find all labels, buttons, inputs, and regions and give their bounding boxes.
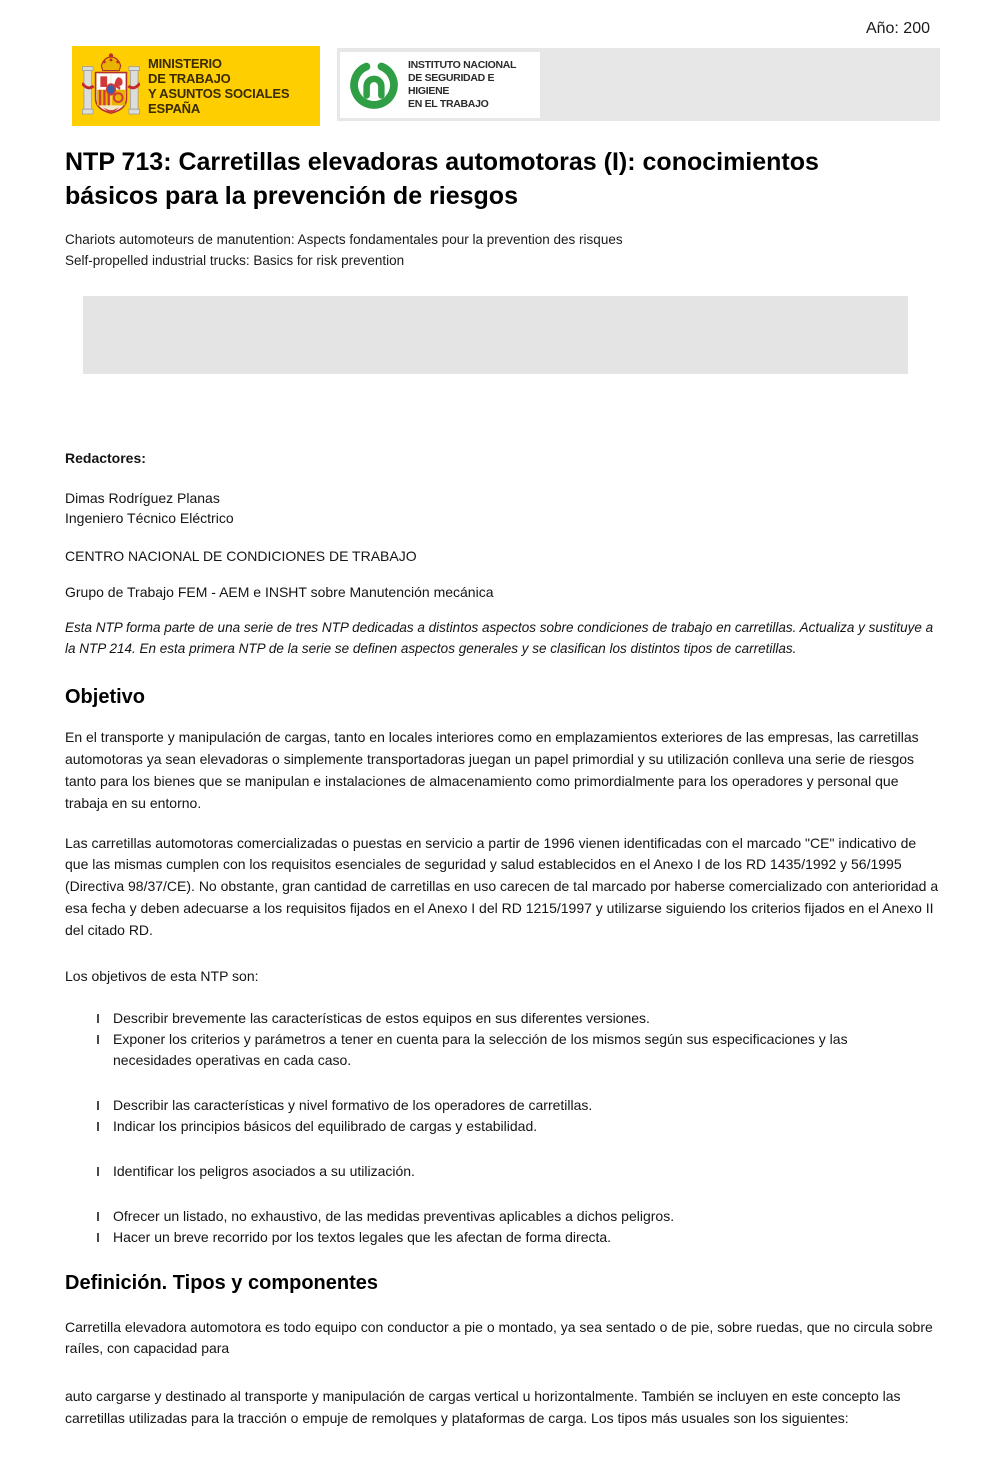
list-item — [97, 1206, 927, 1227]
list-item-text: Describir las características y nivel formativo de los operadores de carretillas. — [113, 1096, 593, 1113]
author-block — [65, 488, 940, 529]
insht-name-line2: DE SEGURIDAD E HIGIENE — [408, 71, 495, 97]
bullet-group-4 — [97, 1206, 927, 1248]
bullet-group-3 — [97, 1161, 927, 1182]
ministry-name-line3: Y ASUNTOS SOCIALES — [148, 86, 290, 101]
insht-logo-box — [340, 52, 540, 118]
ministry-name-line4: ESPAÑA — [148, 101, 201, 117]
list-item-text: Hacer un breve recorrido por los textos legales que les afectan de forma directa. — [113, 1228, 612, 1245]
page-title: NTP 713: Carretillas elevadoras automotoras (I): conocimientos básicos para la prevención de riesgos — [65, 148, 819, 210]
header-logo-band — [65, 46, 940, 128]
insht-logo-icon — [348, 59, 400, 111]
insht-name-line3: EN EL TRABAJO — [408, 98, 489, 111]
bullet-icon — [97, 1035, 99, 1044]
ministry-name-line1: MINISTERIO — [148, 55, 222, 71]
ministry-name — [148, 56, 289, 116]
subtitle-french: Chariots automoteurs de manutention: Aspects fondamentales pour la prevention des risques — [65, 232, 623, 247]
list-item-text: Describir brevemente las características de estos equipos en sus diferentes versiones. — [113, 1009, 650, 1026]
subtitle-block — [65, 230, 940, 272]
list-item-text: Identificar los peligros asociados a su utilización. — [113, 1162, 415, 1179]
bullet-icon — [97, 1233, 99, 1242]
list-item — [97, 1227, 927, 1248]
section-heading-objetivo: Objetivo — [65, 686, 146, 709]
list-item — [97, 1095, 927, 1116]
bullet-icon — [97, 1212, 99, 1221]
insht-name-line1: INSTITUTO NACIONAL — [408, 58, 517, 71]
center-name: CENTRO NACIONAL DE CONDICIONES DE TRABAJO — [65, 548, 417, 565]
bullet-group-1 — [97, 1008, 927, 1071]
section-heading-definicion: Definición. Tipos y componentes — [65, 1271, 379, 1294]
list-item-text: Indicar los principios básicos del equilibrado de cargas y estabilidad. — [113, 1117, 538, 1134]
list-item — [97, 1029, 927, 1071]
list-item-text: Exponer los criterios y parámetros a tener en cuenta para la selección de los mismos según sus especificaciones y las necesidades operativas en cada caso. — [113, 1030, 848, 1068]
list-item — [97, 1116, 927, 1137]
year-label: Año: 200 — [865, 20, 930, 37]
list-item — [97, 1008, 927, 1029]
ministry-name-line2: DE TRABAJO — [148, 70, 231, 86]
author-title: Ingeniero Técnico Eléctrico — [65, 510, 234, 527]
ministry-logo-box — [72, 46, 320, 126]
bullet-group-2 — [97, 1095, 927, 1137]
objetivo-paragraph-2: Las carretillas automotoras comercializadas o puestas en servicio a partir de 1996 vienen identificadas con el marcado "CE" indicativo de que las mismas cumplen con los requisitos esenciales de seguridad y salud establecidos en el Anexo I de los RD 1435/1992 y 56/1995 (Directiva 98/37/CE). No obstante, gran cantidad de carretillas en uso carecen de tal marcado por haberse comercializado con anterioridad a esa fecha y deben adecuarse a los requisitos fijados en el Anexo I del RD 1215/1997 y utilizarse siguiendo los criterios fijados en el Anexo II del citado RD. — [65, 834, 939, 938]
definicion-paragraph-2: auto cargarse y destinado al transporte y manipulación de cargas vertical u horizontalmente. También se incluyen en este concepto las carretillas utilizadas para la tracción o empuje de remolques y plataformas de carga. Los tipos más usuales son los siguientes: — [65, 1388, 901, 1427]
objetivo-paragraph-1: En el transporte y manipulación de cargas, tanto en locales interiores como en emplazamientos exteriores de las empresas, las carretillas automotoras ya sean elevadoras o simplemente transportadoras juegan un papel primordial y su utilización conlleva una serie de riesgos tanto para los bienes que se manipulan e instalaciones de almacenamiento como primordialmente para los operadores y personal que trabaja en su entorno. — [65, 729, 919, 811]
series-note: Esta NTP forma parte de una serie de tres NTP dedicadas a distintos aspectos sobre condiciones de trabajo en carretillas. Actualiza y sustituye a la NTP 214. En esta primera NTP de la serie se definen aspectos generales y se clasifican los distintos tipos de carretillas. — [65, 620, 934, 657]
bullet-icon — [97, 1122, 99, 1131]
insht-name — [408, 59, 536, 112]
objetivo-lead: Los objetivos de esta NTP son: — [65, 967, 259, 984]
author-name: Dimas Rodríguez Planas — [65, 489, 220, 506]
definicion-paragraph-1: Carretilla elevadora automotora es todo equipo con conductor a pie o montado, ya sea sentado o de pie, sobre ruedas, que no circula sobre raíles, con capacidad para — [65, 1318, 933, 1357]
list-item-text: Ofrecer un listado, no exhaustivo, de las medidas preventivas aplicables a dichos peligros. — [113, 1207, 675, 1224]
bullet-icon — [97, 1014, 99, 1023]
bullet-icon — [97, 1167, 99, 1176]
redactores-label: Redactores: — [65, 449, 146, 466]
bullet-icon — [97, 1101, 99, 1110]
list-item — [97, 1161, 927, 1182]
subtitle-english: Self-propelled industrial trucks: Basics for risk prevention — [65, 252, 405, 268]
spain-coat-of-arms-icon — [82, 52, 140, 120]
image-placeholder — [83, 296, 908, 374]
workgroup-line: Grupo de Trabajo FEM - AEM e INSHT sobre Manutención mecánica — [65, 584, 494, 601]
